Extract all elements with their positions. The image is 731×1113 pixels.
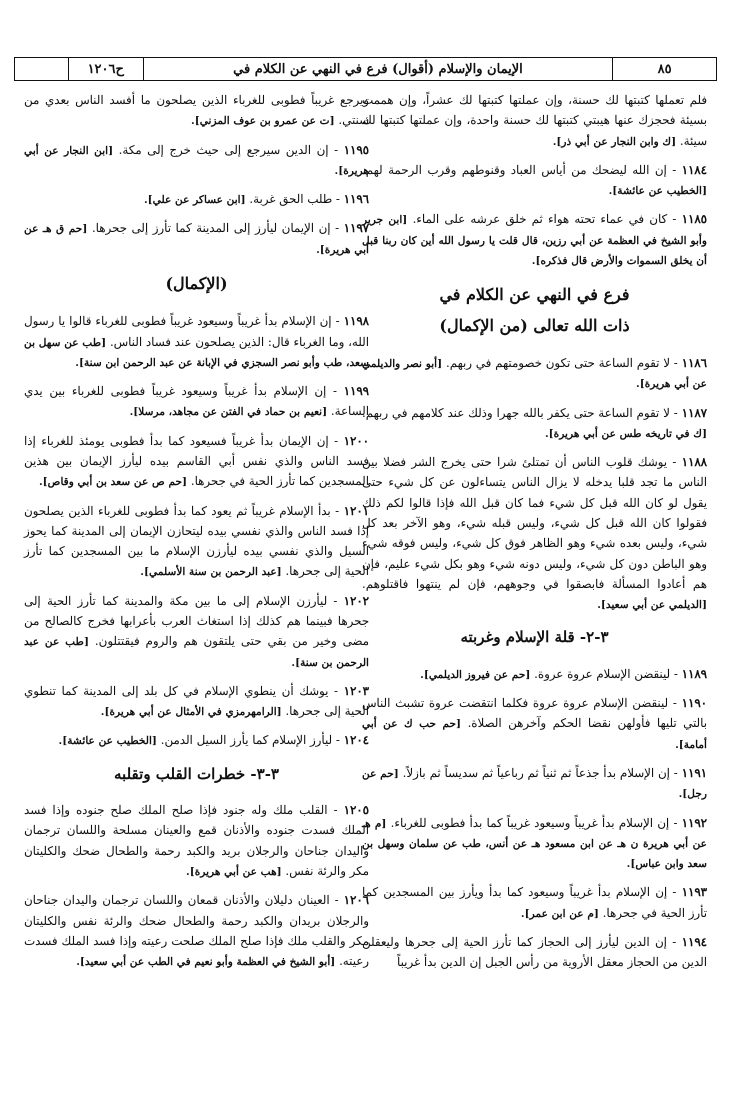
citation: [م عن ابن عمر]. (520, 907, 599, 920)
citation: [ك في تاريخه طس عن أبي هريرة]. (544, 427, 707, 440)
hadith-number: ١٢٠٤ (343, 733, 369, 748)
hadith-number: ١٢٠٢ (343, 593, 370, 608)
citation: [هب عن أبي هريرة]. (186, 866, 282, 879)
hadith-text: القلب ملك وله جنود فإذا صلح الملك صلح جنوده وإذا فسد الملك فسدت جنوده والأذنان قمع والعينان مسلحة واللسان ترجمان واليدان جناحان والرجلان بريد والكبد رحمة والطحال ضحك والكليتان مكر والرئة نفس. (24, 803, 369, 879)
hadith-entry: ١١٨٦ - لا تقوم الساعة حتى تكون خصومتهم في ربهم. [أبو نصر والديلمي عن أبي هريرة]. (362, 356, 707, 391)
hadith-entry: ١١٩٢ - إن الإسلام بدأ غريباً وسيعود غريباً كما بدأ فطوبى للغرباء. [م هـ عن أبي هريرة ن هـ عن ابن مسعود هـ عن أنس، طب عن سلمان وسهل بن سعد وابن عباس]. (362, 815, 708, 871)
citation: [ت عن عمرو بن عوف المزني]. (191, 115, 335, 128)
hadith-number: ١١٩٤ (681, 935, 707, 949)
hadith-entry: ١٢٠٤ - ليأرز الإسلام كما يأرز السيل الدمن. [الخطيب عن عائشة]. (58, 733, 369, 748)
hadith-text: إن الدين ليأرز إلى الحجاز كما تأرز الحية إلى جحرها وليعقلن الدين من الحجاز معقل الأروية من رأس الجبل إن الدين بدأ غريباً (362, 935, 707, 970)
hadith-entry: ١١٩٠ - لينقضن الإسلام عروة عروة فكلما انتقضت عروة تشبث الناس بالتي تليها فأولهن نقضا الحكم وآخرهن الصلاة. [حم حب ك عن أبي أمامة]. (362, 696, 707, 751)
citation: [م هـ عن أبي هريرة ن هـ عن ابن مسعود هـ عن أنس، طب عن سلمان وسهل بن سعد وابن عباس]. (362, 817, 707, 871)
hadith-text: يوشك قلوب الناس أن تمتلئ شرا حتى يخرج الشر فضلا بين الناس ما تجد قلبا يدخله لا يزال الناس يتساءلون عن كل شيء حتى يقول لو كان الله قبل كل شيء فما كان قبل الله فإذا قالوا لكم ذلك فقولوا كان الله قبل كل شيء، وليس قبله شيء، وهو الآخر بعد كل شيء، وليس بعده شيء وهو الظاهر فوق كل شيء، وليس فوقه شيء وهو الباطن دون كل شيء، وليس دونه شيء وهو بكل شيء عليم، فإن هم أعادوا المسألة فابصقوا في وجوههم، فإن لم ينتهوا فاقتلوهم. (362, 455, 707, 591)
citation: [حم ق هـ عن أبي هريرة]. (24, 223, 369, 256)
hadith-entry: ١٢٠٦ - العينان دليلان والأذنان قمعان واللسان ترجمان واليدان جناحان والرجلان بريدان والكبد رحمة والطحال ضحك والرئة نفس والكليتان مكر والقلب ملك فإذا صلح الملك صلحت رعيته وإذا فسد الملك فسدت رعيته. [أبو الشيخ في العظمة وأبو نعيم في الطب عن أبي سعيد]. (24, 893, 369, 969)
section-heading: (الإكمال) (165, 273, 228, 293)
continued-paragraph: فلم تعملها كتبتها لك حسنة، وإن عملتها كتبتها لك عشراً، وإن هممت بسيئة فحجزك عنها هيبتي كتبتها لك حسنة واحدة، وإن عملتها كتبتها لك سيئة. [ك وابن النجار عن أبي ذر]. (362, 93, 707, 148)
hadith-text: إن الإسلام بدأ غريباً وسيعود غريباً فطوبى للغرباء قالوا يا رسول الله، وما الغرباء قال: الذين يصلحون عند فساد الناس. (24, 314, 369, 349)
citation: [ك وابن النجار عن أبي ذر]. (552, 135, 677, 148)
hadith-number: ١١٨٩ (681, 666, 707, 681)
hadith-number: ١١٩٢ (681, 815, 708, 830)
hadith-text: إن الإسلام بدأ غريباً وسيعود غريباً فطوبى للغرباء بين يدي الساعة. (24, 384, 369, 419)
hadith-text: لا تقوم الساعة حتى يكفر بالله جهرا وذلك عند كلامهم في ربهم. (362, 405, 670, 420)
hadith-number: ١٢٠٣ (343, 683, 370, 698)
hadith-text: ليأرزن الإسلام إلى ما بين مكة والمدينة كما تأرز الحية إلى جحرها فبينما هم كذلك إذا استغاث العرب بأعرابها فخرج كالصالح من مضى وخير من بقي حتى يلتقون هم والروم فيقتتلون. (24, 593, 369, 649)
hadith-text: إن الإسلام بدأ غريباً وسيعود كما بدأ ويأرز بين المسجدين كما تأرز الحية في جحرها. (362, 885, 707, 920)
hadith-text: بدأ الإسلام غريباً ثم يعود كما بدأ فطوبى للغرباء الذين يصلحون إذا فسد الناس والذي نفسي بيده ليتحازن الإيمان إلى المدينة كما يحوز السيل والذي نفسي بيده ليأرزن الإسلام ما بين المسجدين كما تأرز الحية إلى جحرها. (24, 503, 369, 579)
hadith-number: ١١٩٦ (343, 192, 369, 207)
hadith-entry: ١٢٠٥ - القلب ملك وله جنود فإذا صلح الملك صلح جنوده وإذا فسد الملك فسدت جنوده والأذنان قمع والعينان مسلحة واللسان ترجمان واليدان جناحان والرجلان بريد والكبد رحمة والطحال ضحك والكليتان مكر والرئة نفس. [هب عن أبي هريرة]. (24, 803, 369, 879)
hadith-text: طلب الحق غربة. (249, 192, 333, 207)
section-heading: ٣-٢- قلة الإسلام وغربته (460, 628, 609, 647)
citation: [نعيم بن حماد في الفتن عن مجاهد، مرسلا]. (129, 406, 328, 419)
hadith-entry: ١١٩٦ - طلب الحق غربة. [ابن عساكر عن علي]. (143, 192, 369, 207)
hadith-entry: ١١٩٨ - إن الإسلام بدأ غريباً وسيعود غريباً فطوبى للغرباء قالوا يا رسول الله، وما الغرباء قال: الذين يصلحون عند فساد الناس. [طب عن سهل بن سعد، طب وأبو نصر السجزي في الإبانة عن عبد الرحمن ابن سنة]. (24, 314, 369, 369)
right-column (362, 90, 707, 982)
header-page-number: ٨٥ (657, 61, 672, 77)
hadith-text: إن الإسلام بدأ جذعاً ثم ثنياً ثم رباعياً ثم سديساً ثم بازلاً. (402, 766, 670, 781)
hadith-text: إن الإيمان ليأرز إلى المدينة كما تأرز إلى جحرها. (91, 221, 331, 236)
hadith-entry: ١١٨٤ - إن الله ليضحك من أياس العباد وقنوطهم وقرب الرحمة لهم. [الخطيب عن عائشة]. (362, 162, 707, 198)
citation: [ابن جرير وأبو الشيخ في العظمة عن أبي رزين، قال قلت يا رسول الله أين كان ربنا قبل أن يخلق السموات والأرض قال فذكره]. (362, 214, 707, 267)
hadith-entry: ١٢٠٢ - ليأرزن الإسلام إلى ما بين مكة والمدينة كما تأرز الحية إلى جحرها فبينما هم كذلك إذا استغاث العرب بأعرابها فخرج كالصالح من مضى وخير من بقي حتى يلتقون هم والروم فيقتتلون. [طب عن عبد الرحمن بن سنة]. (24, 593, 370, 669)
hadith-text: يوشك أن ينطوي الإسلام في كل بلد إلى المدينة كما تنطوي الحية إلى جحرها. (24, 683, 369, 719)
hadith-number: ١١٨٤ (681, 162, 707, 177)
citation: [عبد الرحمن بن سنة الأسلمي]. (140, 566, 282, 579)
hadith-number: ١١٨٧ (681, 405, 707, 420)
citation: [أبو الشيخ في العظمة وأبو نعيم في الطب عن أبي سعيد]. (76, 956, 336, 969)
citation: [حم ص عن سعد بن أبي وقاص]. (38, 476, 188, 489)
hadith-text: ليأرز الإسلام كما يأرز السيل الدمن. (160, 733, 333, 748)
citation: [أبو نصر والديلمي عن أبي هريرة]. (362, 358, 707, 391)
citation: [الخطيب عن عائشة]. (58, 735, 157, 748)
section-heading: ٣-٣- خطرات القلب وتقلبه (114, 764, 279, 783)
header-blank-cell (15, 58, 69, 80)
page-header (14, 57, 717, 81)
header-running-title: الإيمان والإسلام (أقوال) فرع في النهي عن الكلام في (144, 58, 614, 80)
hadith-number: ١١٩٩ (343, 384, 369, 399)
hadith-number: ١٢٠٥ (343, 803, 369, 818)
hadith-entry: ١٢٠١ - بدأ الإسلام غريباً ثم يعود كما بدأ فطوبى للغرباء الذين يصلحون إذا فسد الناس والذي نفسي بيده ليتحازن الإيمان إلى المدينة كما يحوز السيل والذي نفسي بيده ليأرزن الإسلام ما بين المسجدين كما تأرز الحية إلى جحرها. [عبد الرحمن بن سنة الأسلمي]. (24, 503, 369, 579)
hadith-entry: ١١٩١ - إن الإسلام بدأ جذعاً ثم ثنياً ثم رباعياً ثم سديساً ثم بازلاً. [حم عن رجل]. (362, 766, 707, 801)
citation: [طب عن سهل بن سعد، طب وأبو نصر السجزي في الإبانة عن عبد الرحمن ابن سنة]. (24, 336, 369, 369)
hadith-text: لا تقوم الساعة حتى تكون خصومتهم في ربهم. (445, 356, 670, 371)
hadith-text: لينقضن الإسلام عروة عروة. (534, 666, 671, 681)
continued-paragraph: ويرجع غريباً فطوبى للغرباء الذين يصلحون ما أفسد الناس بعدي من سنتي. [ت عن عمرو بن عوف المزني]. (24, 93, 369, 128)
hadith-text: إن الدين سيرجع إلى حيث خرج إلى مكة. (118, 142, 329, 157)
citation: [الديلمي عن أبي سعيد]. (597, 599, 707, 612)
hadith-entry: ١١٩٤ - إن الدين ليأرز إلى الحجاز كما تأرز الحية إلى جحرها وليعقلن الدين من الحجاز معقل الأروية من رأس الجبل إن الدين بدأ غريباً (362, 935, 707, 970)
hadith-entry: ١١٨٧ - لا تقوم الساعة حتى يكفر بالله جهرا وذلك عند كلامهم في ربهم. [ك في تاريخه طس عن أبي هريرة]. (362, 405, 707, 440)
header-volume-ref: ح١٢٠٦ (69, 58, 144, 80)
hadith-text: إن الإيمان بدأ غريباً فسيعود كما بدأ فطوبى يومئذ للغرباء إذا فسد الناس والذي نفس أبي القاسم بيده ليأرز الإيمان بين هذين المسجدين كما تأرز الحية في جحرها. (24, 433, 369, 489)
hadith-number: ١١٨٦ (681, 356, 707, 371)
section-heading: فرع في النهي عن الكلام في ذات الله تعالى (من الإكمال) (439, 285, 630, 335)
hadith-entry: ١٢٠٠ - إن الإيمان بدأ غريباً فسيعود كما بدأ فطوبى يومئذ للغرباء إذا فسد الناس والذي نفس أبي القاسم بيده ليأرز الإيمان بين هذين المسجدين كما تأرز الحية في جحرها. [حم ص عن سعد بن أبي وقاص]. (24, 433, 369, 489)
hadith-number: ١٢٠٦ (343, 893, 369, 908)
hadith-number: ١٢٠٠ (343, 433, 369, 448)
hadith-number: ١١٩٨ (343, 314, 369, 329)
hadith-number: ١١٩٥ (343, 142, 369, 157)
citation: [ابن عساكر عن علي]. (143, 194, 246, 207)
hadith-number: ١١٩٧ (343, 221, 370, 236)
hadith-number: ١١٨٨ (681, 455, 707, 470)
hadith-entry: ١١٩٣ - إن الإسلام بدأ غريباً وسيعود كما بدأ ويأرز بين المسجدين كما تأرز الحية في جحرها. [م عن ابن عمر]. (362, 885, 707, 920)
hadith-entry: ١١٩٥ - إن الدين سيرجع إلى حيث خرج إلى مكة. [ابن النجار عن أبي هريرة]. (24, 142, 369, 177)
hadith-entry: ١٢٠٣ - يوشك أن ينطوي الإسلام في كل بلد إلى المدينة كما تنطوي الحية إلى جحرها. [الرامهرمزي في الأمثال عن أبي هريرة]. (24, 683, 370, 719)
citation: [حم حب ك عن أبي أمامة]. (362, 718, 707, 751)
hadith-text: إن الله ليضحك من أياس العباد وقنوطهم وقرب الرحمة لهم. (362, 162, 667, 177)
hadith-text: إن الإسلام بدأ غريباً وسيعود غريباً كما بدأ فطوبى للغرباء. (390, 815, 670, 830)
hadith-entry: ١١٨٩ - لينقضن الإسلام عروة عروة. [حم عن فيروز الديلمي]. (420, 666, 707, 681)
hadith-entry: ١١٩٩ - إن الإسلام بدأ غريباً وسيعود غريباً فطوبى للغرباء بين يدي الساعة. [نعيم بن حماد في الفتن عن مجاهد، مرسلا]. (24, 384, 369, 419)
left-column (24, 90, 369, 980)
citation: [طب عن عبد الرحمن بن سنة]. (24, 636, 369, 669)
citation: [الخطيب عن عائشة]. (608, 185, 707, 198)
citation: [حم عن فيروز الديلمي]. (420, 668, 531, 681)
citation: [الرامهرمزي في الأمثال عن أبي هريرة]. (100, 706, 282, 719)
hadith-entry: ١١٨٥ - كان في عماء تحته هواء ثم خلق عرشه على الماء. [ابن جرير وأبو الشيخ في العظمة عن أبي رزين، قال قلت يا رسول الله أين كان ربنا قبل أن يخلق السموات والأرض قال فذكره]. (362, 212, 707, 267)
hadith-text: العينان دليلان والأذنان قمعان واللسان ترجمان واليدان جناحان والرجلان بريدان والكبد رحمة والطحال ضحك والرئة نفس والكليتان مكر والقلب ملك فإذا صلح الملك صلحت رعيته وإذا فسد الملك فسدت رعيته. (24, 893, 369, 969)
hadith-text: لينقضن الإسلام عروة عروة فكلما انتقضت عروة تشبث الناس بالتي تليها فأولهن نقضا الحكم وآخرهن الصلاة. (362, 696, 707, 731)
hadith-text: كان في عماء تحته هواء ثم خلق عرشه على الماء. (412, 212, 668, 227)
hadith-number: ١١٨٥ (681, 212, 707, 227)
citation: [حم عن رجل]. (362, 768, 707, 801)
hadith-number: ١١٩٠ (681, 696, 707, 711)
hadith-entry: ١١٨٨ - يوشك قلوب الناس أن تمتلئ شرا حتى يخرج الشر فضلا بين الناس ما تجد قلبا يدخله لا يزال الناس يتساءلون عن كل شيء حتى يقول لو كان الله قبل كل شيء فما كان قبل الله فإذا قالوا لكم ذلك فقولوا كان الله قبل كل شيء، وليس قبله شيء، وهو الآخر بعد كل شيء، وليس بعده شيء وهو الظاهر فوق كل شيء، وليس فوقه شيء وهو الباطن دون كل شيء، وليس دونه شيء وهو بكل شيء عليم، فإن هم أعادوا المسألة فابصقوا في وجوههم، فإن لم ينتهوا فاقتلوهم. [الديلمي عن أبي سعيد]. (362, 455, 707, 612)
hadith-entry: ١١٩٧ - إن الإيمان ليأرز إلى المدينة كما تأرز إلى جحرها. [حم ق هـ عن أبي هريرة]. (24, 221, 370, 256)
hadith-number: ١١٩٣ (681, 885, 707, 900)
citation: [ابن النجار عن أبي هريرة]. (24, 144, 369, 177)
hadith-number: ١٢٠١ (343, 503, 369, 518)
hadith-number: ١١٩١ (681, 766, 707, 781)
